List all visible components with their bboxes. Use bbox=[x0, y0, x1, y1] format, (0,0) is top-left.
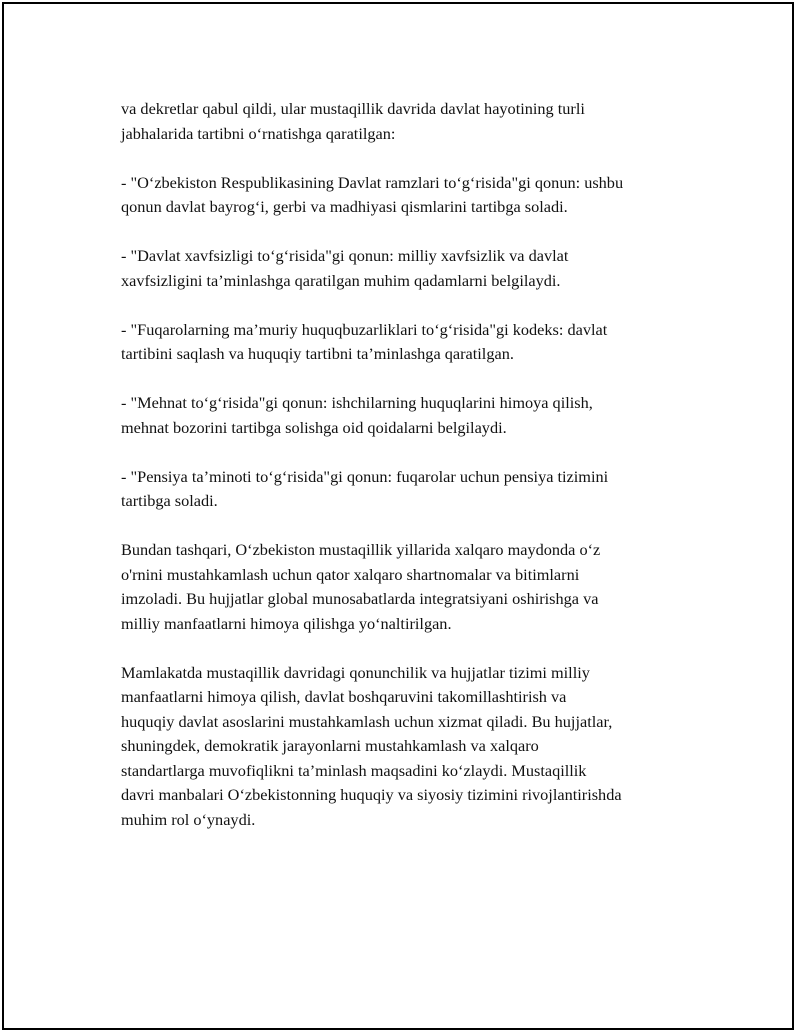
paragraph-intro: va dekretlar qabul qildi, ular mustaqillik davrida davlat hayotining turli jabhalarida tartibni o‘rnatishga qaratilgan: bbox=[121, 99, 585, 143]
page-border-frame bbox=[2, 2, 794, 1030]
paragraph-international-agreements: Bundan tashqari, O‘zbekiston mustaqillik yillarida xalqaro maydonda o‘z o'rnini mustahkamlash uchun qator xalqaro shartnomalar va bitimlarni imzoladi. Bu hujjatlar global munosabatlarda integratsiyani oshirishga va milliy manfaatlarni himoya qilishga yo‘naltirilgan. bbox=[121, 540, 601, 633]
list-item-pension-law: - "Pensiya ta’minoti to‘g‘risida"gi qonun: fuqarolar uchun pensiya tizimini tartibga soladi. bbox=[121, 466, 609, 510]
document-body bbox=[121, 97, 696, 832]
list-item-labor-law: - "Mehnat to‘g‘risida"gi qonun: ishchilarning huquqlarini himoya qilish, mehnat bozorini tartibga solishga oid qoidalarni belgilaydi. bbox=[121, 393, 593, 437]
list-item-administrative-code: - "Fuqarolarning ma’muriy huquqbuzarliklari to‘g‘risida"gi kodeks: davlat tartibini saqlash va huquqiy tartibni ta’minlashga qaratilgan. bbox=[121, 319, 608, 363]
list-item-state-symbols-law: - "O‘zbekiston Respublikasining Davlat ramzlari to‘g‘risida"gi qonun: ushbu qonun davlat bayrog‘i, gerbi va madhiyasi qismlarini tartibga soladi. bbox=[121, 172, 624, 216]
paragraph-conclusion: Mamlakatda mustaqillik davridagi qonunchilik va hujjatlar tizimi milliy manfaatlarni himoya qilish, davlat boshqaruvini takomillashtirish va huquqiy davlat asoslarini mustahkamlash uchun xizmat qiladi. Bu hujjatlar, shuningdek, demokratik jarayonlarni mustahkamlash va xalqaro standartlarga muvofiqlikni ta’minlash maqsadini ko‘zlaydi. Mustaqillik davri manbalari O‘zbekistonning huquqiy va siyosiy tizimini rivojlantirishda muhim rol o‘ynaydi. bbox=[121, 662, 622, 829]
list-item-state-security-law: - "Davlat xavfsizligi to‘g‘risida"gi qonun: milliy xavfsizlik va davlat xavfsizligini ta’minlashga qaratilgan muhim qadamlarni belgilaydi. bbox=[121, 246, 569, 290]
